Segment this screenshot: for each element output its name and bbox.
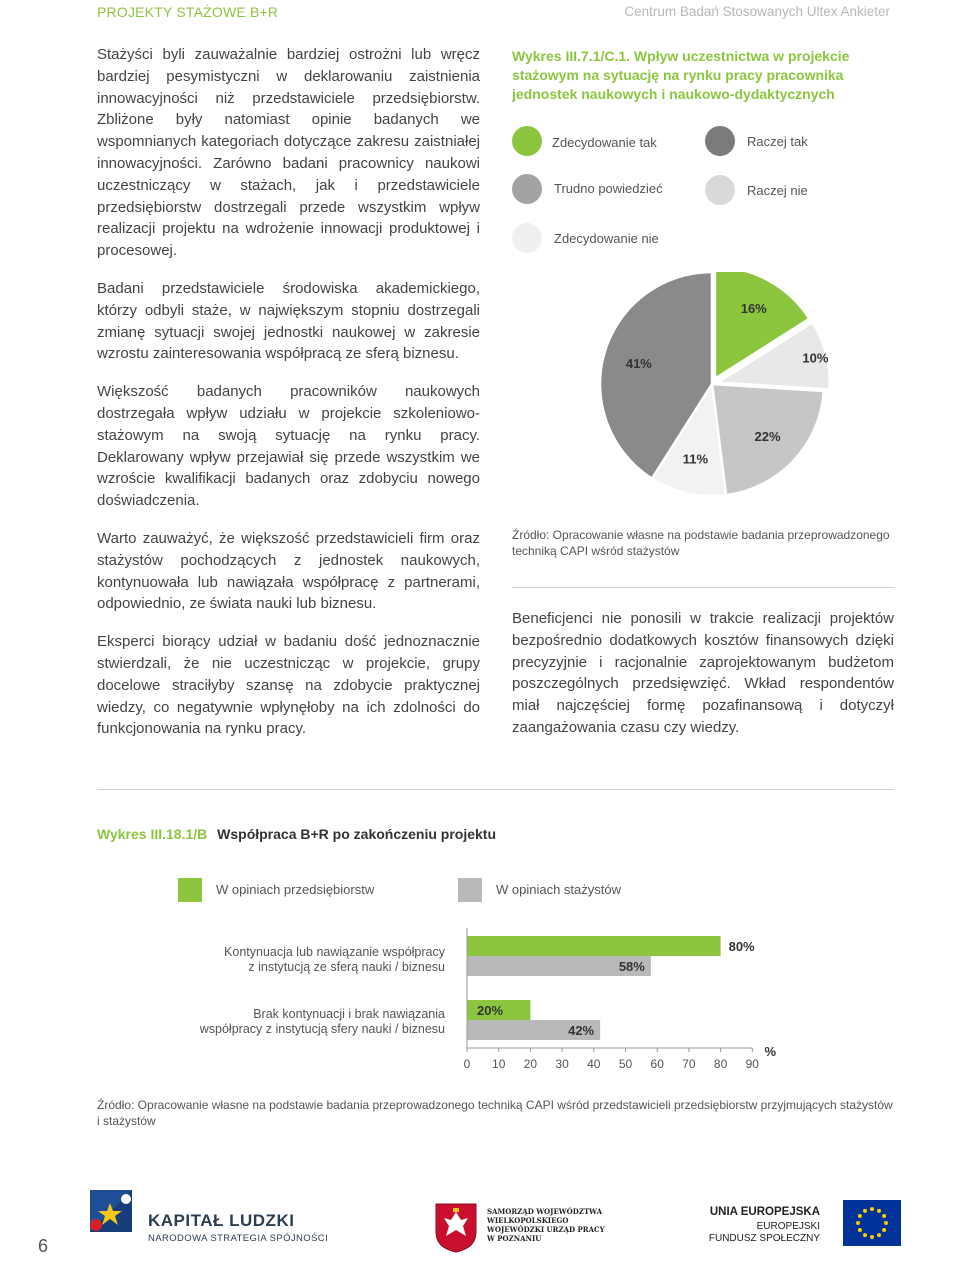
legend-swatch [512,174,542,204]
x-tick-label: 40 [587,1057,601,1071]
eu-star [877,1233,881,1237]
x-tick-label: 20 [523,1057,538,1071]
x-tick-label: 70 [682,1057,696,1071]
chart2-number: Wykres III.18.1/B [97,826,208,842]
eu-star [870,1207,874,1211]
kapital-ludzki-logo [82,1185,142,1255]
divider [512,587,894,588]
eu-star [863,1233,867,1237]
chart2-bars [455,928,795,1078]
legend-swatch [458,878,482,902]
category-label-line: z instytucją ze sferą nauki / biznesu [248,960,445,974]
ue-subtitle-line: FUNDUSZ SPOŁECZNY [708,1233,820,1244]
eu-star [882,1214,886,1218]
chart2-source: Źródło: Opracowanie własne na podstawie badania przeprowadzonego techniką CAPI wśród przedstawicieli przedsiębiorstw przyjmujących stażystów i stażystów [97,1098,893,1128]
pie-slice-label: 22% [754,429,781,445]
x-tick-label: 80 [713,1057,728,1071]
paragraph: Badani przedstawiciele środowiska akademickiego, którzy odbyli staże, w największym stopniu dostrzegali zmianę sytuacji swojej jednostki naukowej w zakresie wzrostu zainteresowania współpracą ze sferą biznesu. [97,279,480,363]
pie-slice-label: 11% [682,451,709,467]
chart1-number: Wykres III.7.1/C.1. [512,48,631,64]
bar [467,936,721,956]
ue-subtitle [700,1221,820,1245]
category-label [195,945,445,975]
legend-label: Zdecydowanie nie [554,231,659,246]
category-label-line: Kontynuacja lub nawiązanie współpracy [224,945,445,959]
legend-swatch [512,126,542,156]
eu-star [856,1221,860,1225]
category-label-line: współpracy z instytucją sfery nauki / biznesu [199,1022,445,1036]
eu-star [870,1235,874,1239]
legend-label: W opiniach stażystów [496,882,621,897]
eu-star [882,1228,886,1232]
chart1-title [512,47,872,104]
x-tick-label: 30 [555,1057,569,1071]
header-project-title: PROJEKTY STAŻOWE B+R [97,4,279,20]
category-label [195,1007,445,1037]
samorzad-line: W POZNANIU [487,1234,542,1243]
x-tick-label: 90 [745,1057,759,1071]
ue-title: UNIA EUROPEJSKA [709,1206,820,1218]
left-column [97,44,480,756]
header-organization: Centrum Badań Stosowanych Ultex Ankieter [624,4,890,19]
paragraph: Beneficjenci nie ponosili w trakcie realizacji projektów bezpośrednio dodatkowych kosztów finansowych dzięki precyzyjnie i racjonalnie zaprojektowanym budżetom poszczególnych przedsięwzięć. Wkład respondentów miał najczęściej formę pozafinansową i dotyczył zaangażowania czasu czy wiedzy. [512,610,894,736]
samorzad-text [487,1207,605,1243]
samorzad-line: SAMORZĄD WOJEWÓDZTWA [487,1207,602,1216]
legend-swatch [178,878,202,902]
chart1-source: Źródło: Opracowanie własne na podstawie badania przeprowadzonego techniką CAPI wśród stażystów [512,528,890,558]
chart1-pie [578,272,878,512]
x-tick-label: 60 [650,1057,664,1071]
legend-label: Raczej tak [747,134,808,149]
kapital-ludzki-subtitle: NARODOWA STRATEGIA SPÓJNOŚCI [148,1233,329,1244]
bar-label: 42% [568,1023,595,1038]
x-unit-label: % [764,1044,777,1059]
legend-swatch [705,175,735,205]
legend-label: Trudno powiedzieć [554,181,663,196]
page-number: 6 [38,1236,49,1256]
eu-star [884,1221,888,1225]
samorzad-line: WOJEWÓDZKI URZĄD PRACY [487,1225,605,1234]
paragraph: Warto zauważyć, że większość przedstawicieli firm oraz stażystów pochodzących z jednostek naukowych, kontynuowała lub nawiązała współpracę z partnerami, odpowiednio, ze świata nauki lub biznesu. [97,529,480,613]
chart2-caption: Współpraca B+R po zakończeniu projektu [217,826,497,842]
eu-star [858,1214,862,1218]
x-tick-label: 10 [492,1057,506,1071]
chart2-title [97,826,496,842]
legend-label: W opiniach przedsiębiorstw [216,882,375,897]
ue-subtitle-line: EUROPEJSKI [756,1221,820,1232]
divider [97,789,894,790]
paragraph: Większość badanych pracowników naukowych dostrzegała wpływ udziału w projekcie szkoleniowo-stażowym na swoją sytuację na rynku pracy. Deklarowany wpływ przejawiał się przede wszystkim we wzroście kwalifikacji badanych oraz zdobyciu nowego doświadczenia. [97,383,480,510]
x-tick-label: 50 [618,1057,633,1071]
legend-swatch [705,126,735,156]
pie-slice-label: 41% [625,355,652,371]
bar-label: 58% [618,959,645,974]
legend-swatch [512,223,542,253]
bar-label: 80% [728,939,755,954]
paragraph: Eksperci biorący udział w badaniu dość jednoznacznie stwierdzali, że nie uczestnicząc w projekcie, grupy docelowe straciłyby szansę na zdobycie praktycznej wiedzy, co negatywnie wpłynęłoby na ich zdolności do funkcjonowania na rynku pracy. [97,633,480,738]
eu-star [863,1209,867,1213]
right-column [512,608,894,755]
legend-label: Raczej nie [747,183,808,198]
x-tick-label: 0 [463,1057,471,1071]
samorzad-line: WIELKOPOLSKIEGO [487,1216,569,1225]
pie-slice-label: 16% [740,301,767,317]
eu-star [877,1209,881,1213]
kapital-ludzki-title: KAPITAŁ LUDZKI [148,1211,295,1230]
eu-flag-icon [843,1200,901,1246]
paragraph: Stażyści byli zauważalnie bardziej ostrożni lub wręcz bardziej pesymistyczni w deklarowaniu zaistnienia innowacyjności niż przedstawiciele przedsiębiorstw. Zbliżone były natomiast opinie badanych we wspomnianych kategoriach dotyczące zakresu zaistniałej innowacyjności. Zarówno badani pracownicy naukowi uczestniczący w stażach, jak i przedstawiciele przedsiębiorstw dostrzegali przede wszystkim wpływ realizacji projektu na wdrożenie innowacji produktowej i procesowej. [97,46,480,260]
bar-label: 20% [477,1003,504,1018]
chart1-caption: Wpływ uczestnictwa w projekcie stażowym na sytuację na rynku pracy pracownika jednostek naukowych i naukowo-dydaktycznych [512,48,850,102]
wielkopolska-crest-icon [434,1202,478,1254]
eu-star [858,1228,862,1232]
pie-slice-label: 10% [802,350,829,366]
category-label-line: Brak kontynuacji i brak nawiązania [253,1007,445,1021]
legend-label: Zdecydowanie tak [552,135,657,150]
